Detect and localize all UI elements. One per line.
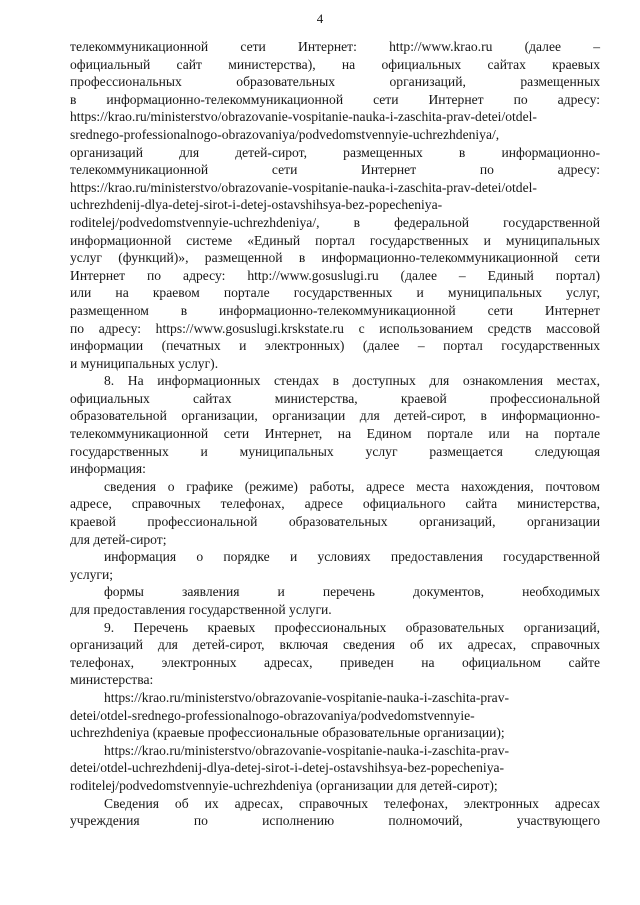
paragraph-addresses-info [70, 795, 600, 830]
text-line: официальных сайтах министерства, краевой профессиональной [70, 390, 600, 406]
text-line: или на краевом портале государственных и муниципальных услуг, [70, 285, 600, 301]
text-line: для предоставления государственной услуги. [70, 602, 332, 617]
text-line: roditelej/podvedomstvennyie-uchrezhdeniya/, в федеральной государственной [70, 214, 600, 230]
text-line: телекоммуникационной сети Интернет, на Едином портале или на портале [70, 426, 600, 442]
url-line: detei/otdel-uchrezhdenij-dlya-detej-sirot-i-detej-ostavshihsya-bez-popecheniya- [70, 760, 505, 776]
text-line: размещенном в информационно-телекоммуникационной сети Интернет [70, 302, 600, 318]
url-line: https://krao.ru/ministerstvo/obrazovanie-vospitanie-nauka-i-zaschita-prav- [104, 689, 510, 705]
text-line: информация: [70, 461, 146, 477]
text-line: телефонах, электронных адресах, приведен на официальном сайте [70, 654, 600, 670]
text-line: услуг (функций)», размещенной в информационно-телекоммуникационной сети [70, 250, 600, 266]
text-line: организаций для детей-сирот, включая сведения об их адресах, справочных [70, 637, 600, 653]
url-line: uchrezhdenij-dlya-detej-sirot-i-detej-ostavshihsya-bez-popecheniya- [70, 197, 443, 213]
text-line: и муниципальных услуг). [70, 355, 219, 371]
text-line: телекоммуникационной сети Интернет: http://www.krao.ru (далее – [70, 39, 600, 54]
url-line: detei/otdel-srednego-professionalnogo-obrazovaniya/podvedomstvennyie- [70, 707, 475, 723]
url-line: srednego-professionalnogo-obrazovaniya/podvedomstvennyie-uchrezhdeniya/, [70, 126, 500, 142]
url-line: https://krao.ru/ministerstvo/obrazovanie-vospitanie-nauka-i-zaschita-prav-detei/otdel- [70, 109, 537, 125]
text-line: Интернет по адресу: http://www.gosuslugi.ru (далее – Единый портал) [70, 267, 600, 283]
url-line: https://krao.ru/ministerstvo/obrazovanie-vospitanie-nauka-i-zaschita-prav- [104, 742, 510, 758]
paragraph-url-professional [70, 689, 600, 742]
text-line: roditelej/podvedomstvennyie-uchrezhdeniya (организации для детей-сирот); [70, 777, 498, 793]
paragraph-item-8 [70, 372, 600, 478]
paragraph-forms-info [70, 583, 600, 618]
text-line: официальный сайт министерства), на официальных сайтах краевых [70, 56, 600, 72]
page-number: 4 [316, 11, 324, 26]
text-line: организаций для детей-сирот, размещенных в информационно- [70, 144, 600, 160]
text-line: по адресу: https://www.gosuslugi.krskstate.ru с использованием средств массовой [70, 320, 600, 336]
text-line: Сведения об их адресах, справочных телефонах, электронных адресах [104, 795, 600, 811]
text-line: 9. Перечень краевых профессиональных образовательных организаций, [104, 619, 600, 635]
text-line: профессиональных образовательных организаций, размещенных [70, 74, 600, 90]
text-line: телекоммуникационной сети Интернет по адресу: [70, 162, 600, 178]
text-line: информации (печатных и электронных) (далее – портал государственных [70, 338, 600, 354]
paragraph-schedule-info [70, 478, 600, 548]
text-line: в информационно-телекоммуникационной сети Интернет по адресу: [70, 91, 600, 107]
paragraph-procedure-info [70, 548, 600, 583]
text-line: информация о порядке и условиях предоставления государственной [104, 549, 600, 565]
text-line: uchrezhdeniya (краевые профессиональные образовательные организации); [70, 725, 505, 741]
body-text [70, 38, 600, 830]
text-line: формы заявления и перечень документов, необходимых [104, 584, 600, 600]
text-line: краевой профессиональной образовательных организаций, организации [70, 514, 600, 530]
text-line: 8. На информационных стендах в доступных для ознакомления местах, [104, 373, 600, 389]
text-line: информационной системе «Единый портал государственных и муниципальных [70, 232, 600, 248]
text-line: сведения о графике (режиме) работы, адресе места нахождения, почтовом [104, 478, 600, 494]
text-line: услуги; [70, 566, 114, 582]
text-line: министерства: [70, 672, 154, 688]
text-line: государственных и муниципальных услуг размещается следующая [70, 443, 600, 459]
paragraph-url-orphans [70, 742, 600, 795]
url-line: https://krao.ru/ministerstvo/obrazovanie-vospitanie-nauka-i-zaschita-prav-detei/otdel- [70, 179, 537, 195]
text-line: адресе, справочных телефонах, адресе официального сайта министерства, [70, 496, 600, 512]
paragraph-publication-places [70, 38, 600, 372]
text-line: учреждения по исполнению полномочий, участвующего [70, 813, 600, 829]
text-line: для детей-сирот; [70, 531, 167, 547]
paragraph-item-9 [70, 619, 600, 689]
text-line: образовательной организации, организации для детей-сирот, в информационно- [70, 408, 600, 424]
